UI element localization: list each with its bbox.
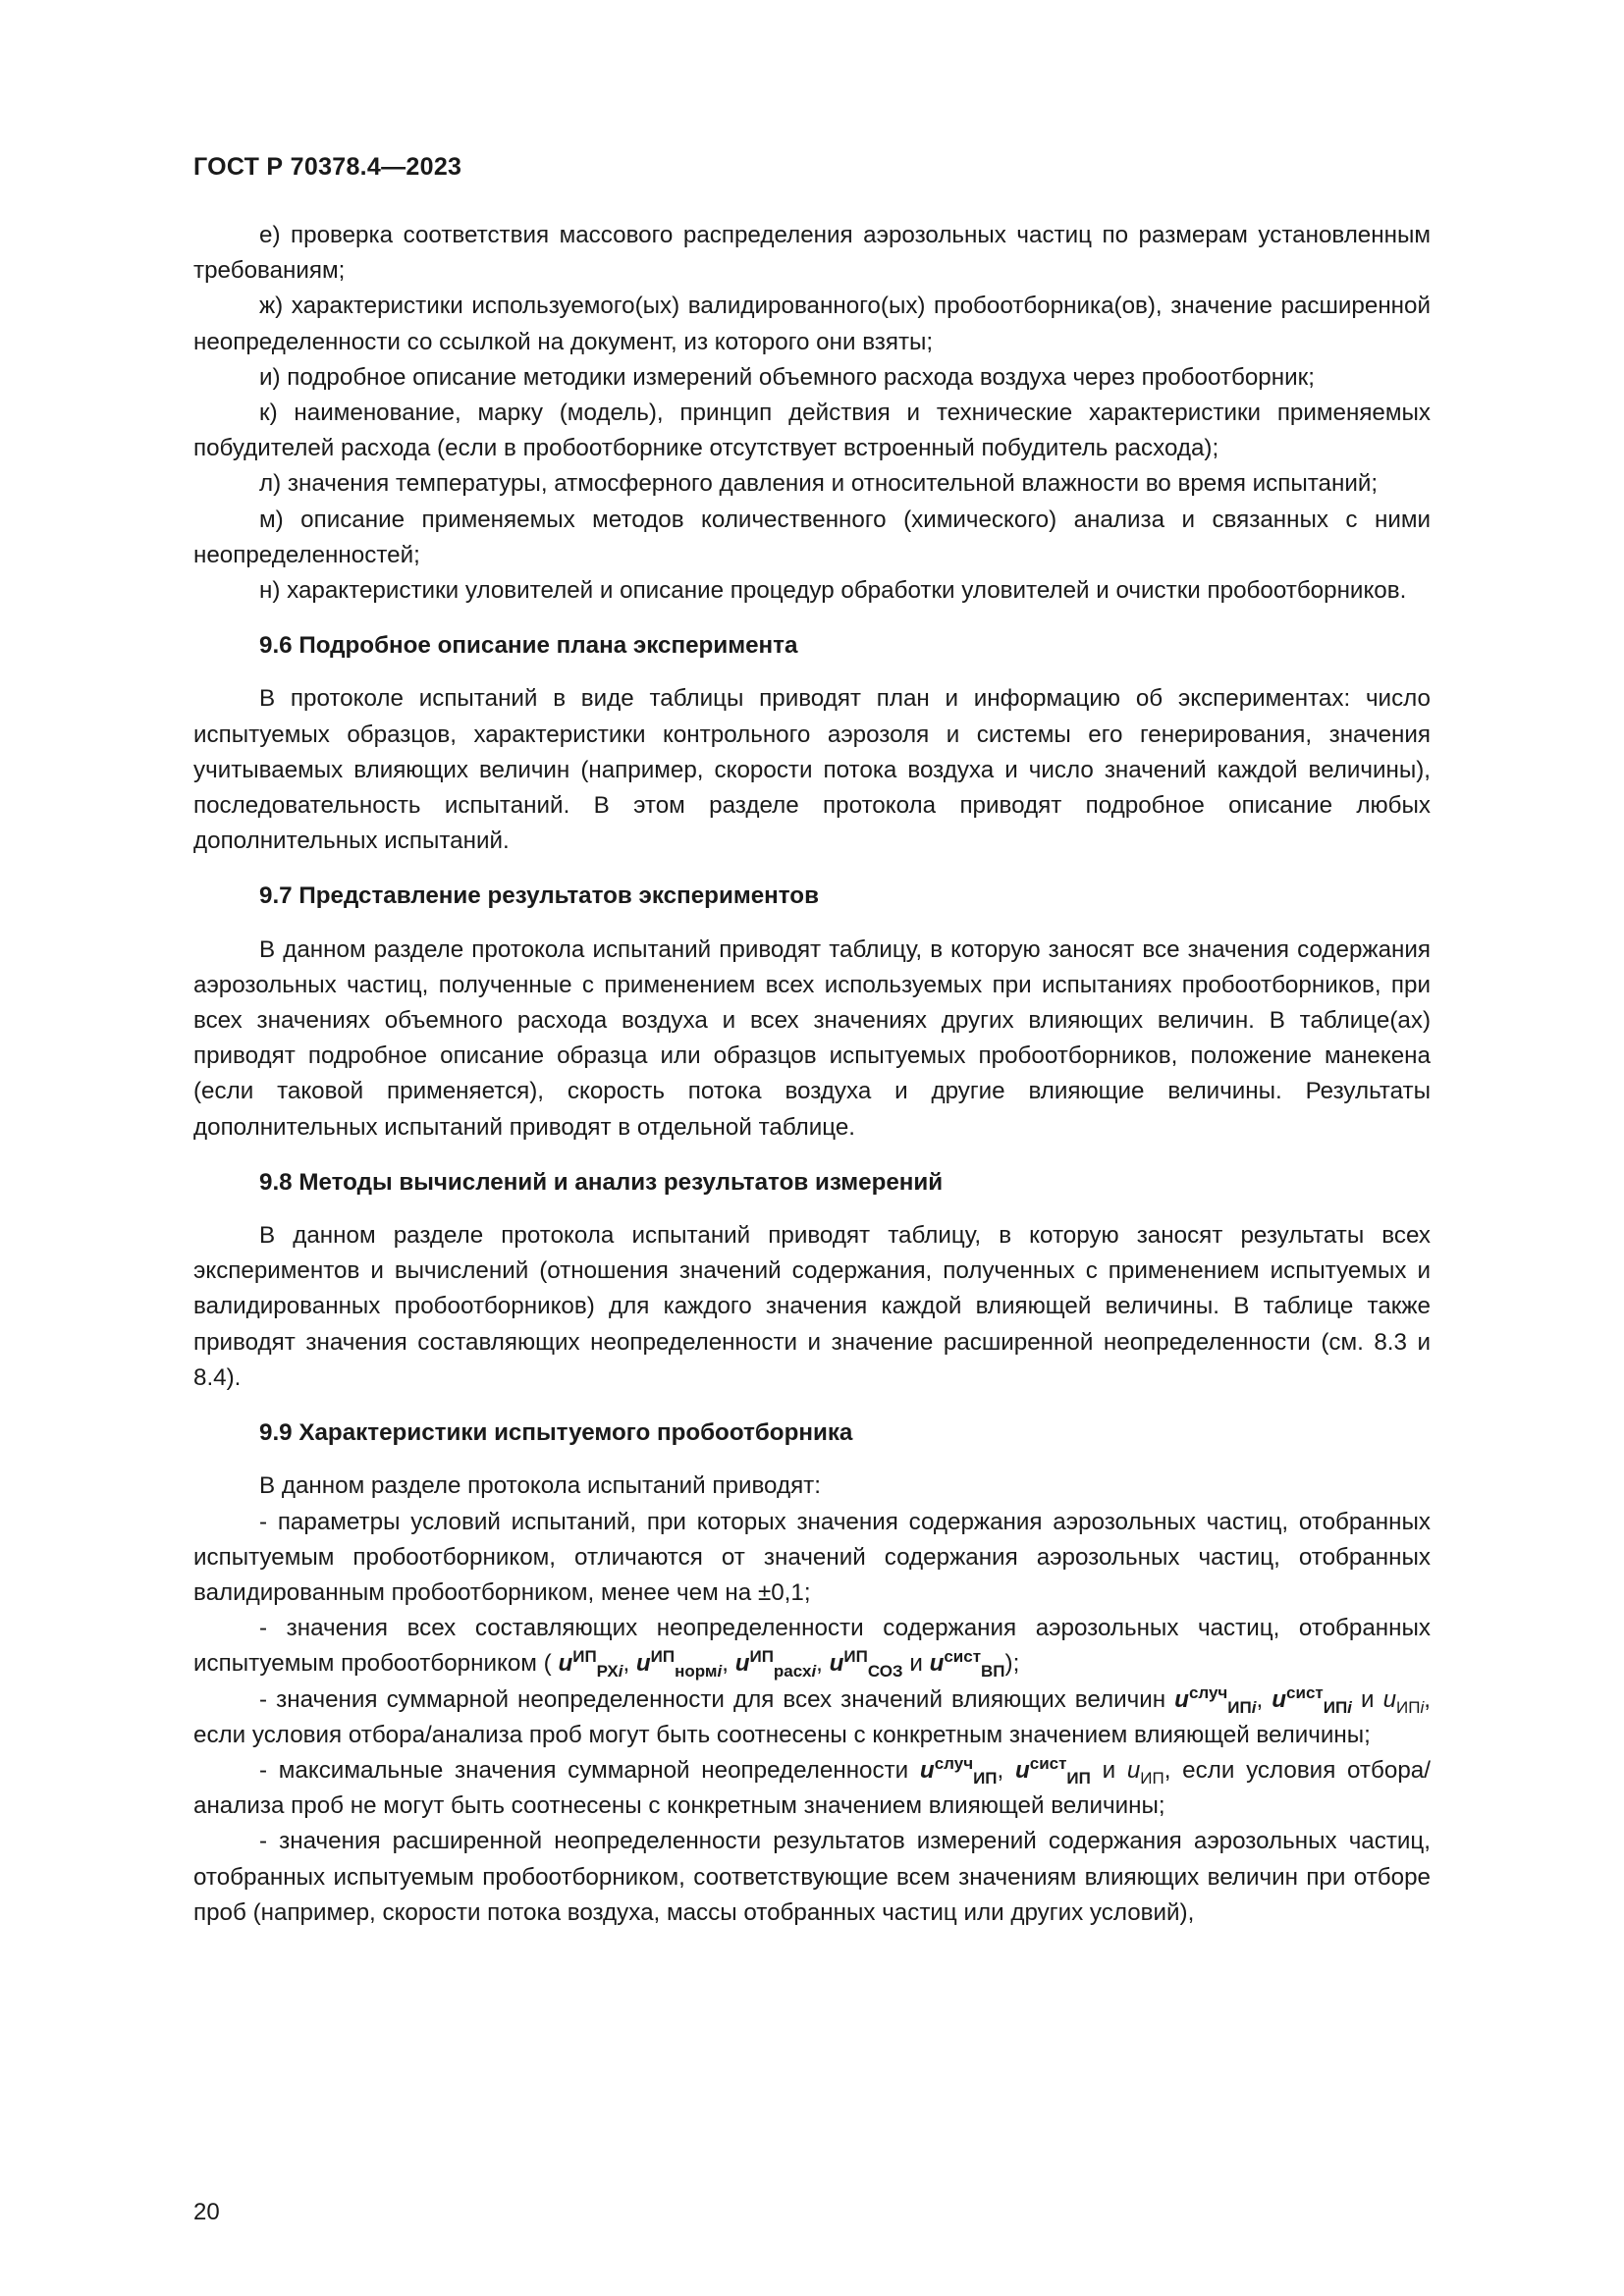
list-item-k: к) наименование, марку (модель), принцип действия и технические характеристики применяемых побудителей расхода (если в пробоотборнике отсутствует встроенный побудитель расхода); — [193, 400, 1431, 462]
list-item-l: л) значения температуры, атмосферного давления и относительной влажности во время испытаний; — [259, 470, 1379, 498]
symbol-u-sluch-ip-i: $u^{случ}_{ИПi}$ — [1174, 1682, 1257, 1717]
symbol-u-ip-co3: $u^{ИП}_{СОЗ}$ — [829, 1647, 903, 1682]
list-item-i: и) подробное описание методики измерений объемного расхода воздуха через пробоотборник; — [259, 363, 1315, 391]
list-item-m: м) описание применяемых методов количественного (химического) анализа и связанных с ними неопределенностей; — [193, 506, 1431, 568]
symbol-u-sist-ip-i: $u^{сист}_{ИПi}$ — [1272, 1682, 1352, 1717]
item-4-post: , если условия отбора/анализа проб не могут быть соотнесены с конкретным значением влияющей величины; — [193, 1756, 1431, 1820]
section-9-9-item-4: - максимальные значения суммарной неопределенности $u^{случ}_{ИП}$, $u^{сист}_{ИП}$ и $u_{ИП}$, если условия отбора/анализа проб не могут быть соотнесены с конкретным значением влияющей величины; — [193, 1753, 1431, 1820]
section-9-9-intro: В данном разделе протокола испытаний приводят: — [259, 1472, 821, 1500]
section-9-9-item-5: - значения расширенной неопределенности результатов измерений содержания аэрозольных частиц, отобранных испытуемым пробоотборником, соответствующие всем значениям влияющих величин при отборе проб (например, скорости потока воздуха, массы отобранных частиц или других условий), — [193, 1828, 1431, 1926]
page-content — [193, 218, 1431, 1931]
section-9-9-item-3: - значения суммарной неопределенности для всех значений влияющих величин $u^{случ}_{ИПi}$, $u^{сист}_{ИПi}$ и $u_{ИПi}$, если условия отбора/анализа проб могут быть соотнесены с конкретным значением влияющей величины; — [193, 1682, 1431, 1748]
section-9-8-text: В данном разделе протокола испытаний приводят таблицу, в которую заносят результаты всех экспериментов и вычислений (отношения значений содержания, полученных с применением испытуемых и валидированных пробоотборников) для каждого значения каждой влияющей величины. В таблице также приводят значения составляющих неопределенности и значение расширенной неопределенности (см. 8.3 и 8.4). — [193, 1222, 1431, 1391]
page-number: 20 — [193, 2199, 220, 2225]
list-item-e: е) проверка соответствия массового распределения аэрозольных частиц по размерам установленным требованиям; — [193, 222, 1431, 285]
section-9-7-text: В данном разделе протокола испытаний приводят таблицу, в которую заносят все значения содержания аэрозольных частиц, полученные с применением всех используемых при испытаниях пробоотборников, при всех значениях объемного расхода воздуха и всех значениях других влияющих величин. В таблице(ах) приводят подробное описание образца или образцов испытуемых пробоотборников, положение манекена (если таковой применяется), скорость потока воздуха и другие влияющие величины. Результаты дополнительных испытаний приводят в отдельной таблице. — [193, 935, 1431, 1141]
symbol-u-ip: $u_{ИП}$ — [1126, 1756, 1164, 1788]
section-9-9-item-2: - значения всех составляющих неопределенности содержания аэрозольных частиц, отобранных испытуемым пробоотборником ( $u^{ИП}_{РХi}$, $u^{ИП}_{нормi}$, $u^{ИП}_{расхi}$, $u^{ИП}_{СОЗ}$ и $u^{сист}_{ВП}$); — [193, 1615, 1431, 1682]
section-9-9-item-1: - параметры условий испытаний, при которых значения содержания аэрозольных частиц, отобранных испытуемым пробоотборником, отличаются от значений содержания аэрозольных частиц, отобранных валидированным пробоотборником, менее чем на ±0,1; — [193, 1508, 1431, 1606]
item-2-and: и — [909, 1650, 923, 1678]
item-4-pre: - максимальные значения суммарной неопределенности — [259, 1756, 909, 1784]
document-code: ГОСТ Р 70378.4—2023 — [193, 153, 462, 181]
symbol-u-sist-vp: $u^{сист}_{ВП}$ — [929, 1647, 1005, 1682]
symbol-u-ip-rasx: $u^{ИП}_{расхi}$ — [734, 1647, 817, 1682]
symbol-u-sluch-ip: $u^{случ}_{ИП}$ — [919, 1753, 998, 1788]
section-9-8-title: 9.8 Методы вычислений и анализ результатов измерений — [259, 1168, 944, 1196]
list-item-n: н) характеристики уловителей и описание процедур обработки уловителей и очистки пробоотборников. — [259, 577, 1407, 605]
item-4-and: и — [1102, 1756, 1116, 1784]
symbol-u-ip-rx: $u^{ИП}_{РХi}$ — [558, 1647, 623, 1682]
section-9-6-text: В протоколе испытаний в виде таблицы приводят план и информацию об экспериментах: число испытуемых образцов, характеристики контрольного аэрозоля и системы его генерирования, значения учитываемых влияющих величин (например, скорости потока воздуха и число значений каждой величины), последовательность испытаний. В этом разделе протокола приводят подробное описание любых дополнительных испытаний. — [193, 685, 1431, 855]
symbol-u-ip-norm: $u^{ИП}_{нормi}$ — [635, 1647, 723, 1682]
section-9-7-title: 9.7 Представление результатов экспериментов — [259, 882, 819, 910]
section-9-6-title: 9.6 Подробное описание плана эксперимента — [259, 632, 798, 660]
symbol-u-ip-i: $u_{ИПi}$ — [1382, 1685, 1425, 1717]
item-3-post: , если условия отбора/анализа проб могут быть соотнесены с конкретным значением влияющей величины; — [193, 1685, 1431, 1748]
item-2-post: ); — [1004, 1650, 1020, 1678]
list-item-zh: ж) характеристики используемого(ых) валидированного(ых) пробоотборника(ов), значение расширенной неопределенности со ссылкой на документ, из которого они взяты; — [193, 293, 1431, 355]
symbol-u-sist-ip: $u^{сист}_{ИП}$ — [1014, 1753, 1091, 1788]
item-2-pre: - значения всех составляющих неопределенности содержания аэрозольных частиц, отобранных испытуемым пробоотборником ( — [193, 1615, 1431, 1678]
item-3-and: и — [1360, 1685, 1375, 1713]
item-3-pre: - значения суммарной неопределенности для всех значений влияющих величин — [259, 1685, 1166, 1713]
section-9-9-title: 9.9 Характеристики испытуемого пробоотборника — [259, 1419, 853, 1447]
